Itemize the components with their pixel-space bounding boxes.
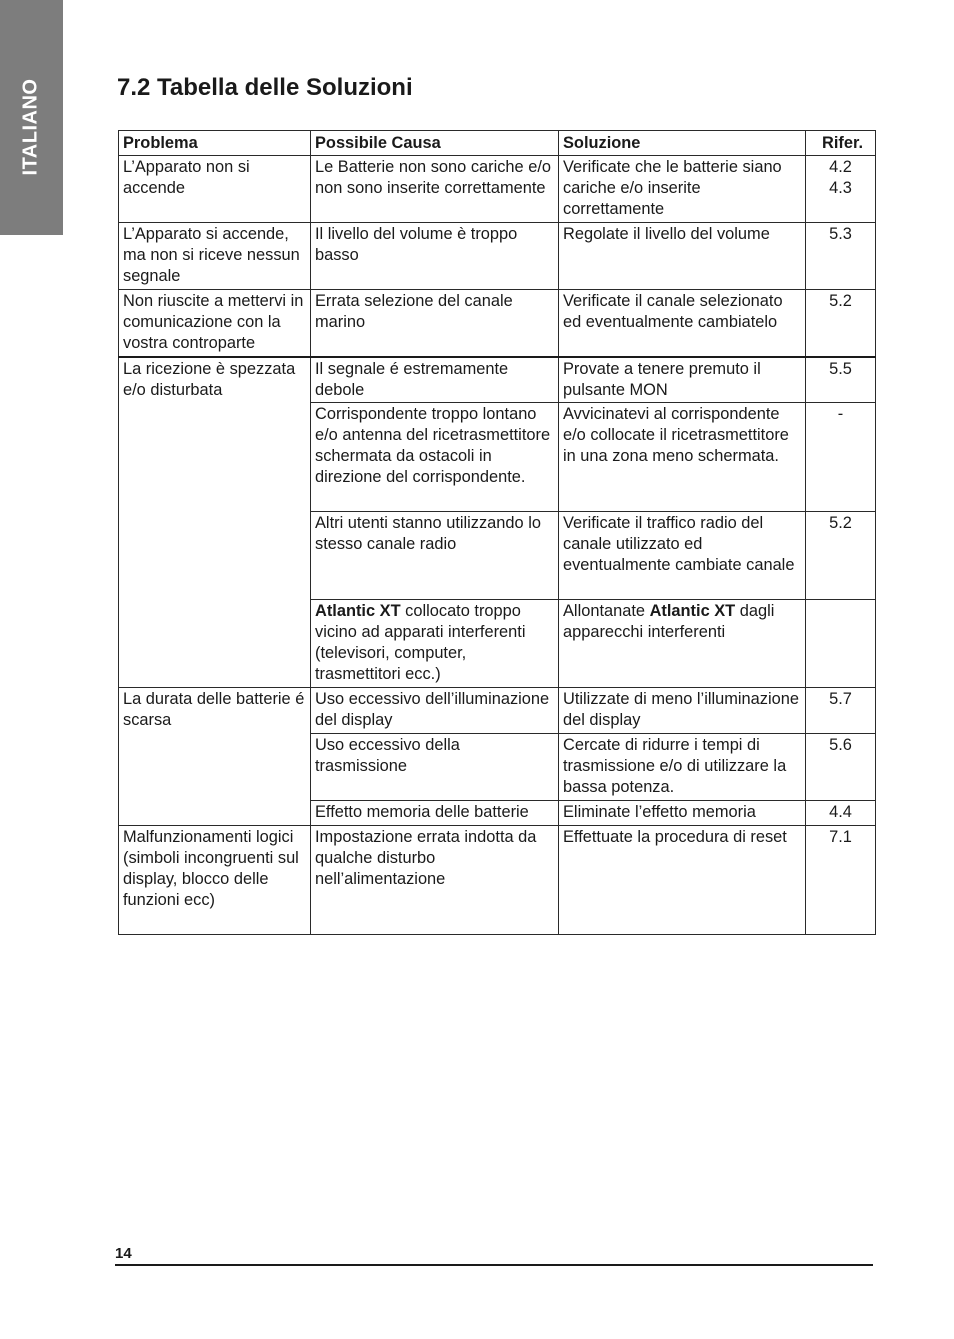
- reference-cell: 5.2: [806, 290, 876, 357]
- product-name: Atlantic XT: [649, 602, 736, 620]
- solution-cell: [559, 600, 806, 688]
- solution-cell: Provate a tenere premuto il pulsante MON: [559, 357, 806, 403]
- header-solution: Soluzione: [559, 131, 806, 156]
- cause-cell: Altri utenti stanno utilizzando lo stesso canale radio: [311, 512, 559, 600]
- language-label: ITALIANO: [19, 78, 42, 176]
- table-row: [119, 156, 876, 223]
- cause-cell: Effetto memoria delle batterie: [311, 801, 559, 826]
- reference-cell: [806, 600, 876, 688]
- table-row: [119, 688, 876, 734]
- problem-cell: L’Apparato non si accende: [119, 156, 311, 223]
- cause-cell: Corrispondente troppo lontano e/o antenna del ricetrasmettitore schermata da ostacoli in direzione del corrispondente.: [311, 403, 559, 512]
- problem-cell: La durata delle batterie é scarsa: [119, 688, 311, 826]
- reference-value: 4.3: [829, 179, 852, 197]
- reference-cell: 5.6: [806, 734, 876, 801]
- page-number: 14: [115, 1245, 132, 1262]
- language-side-tab: [0, 0, 63, 235]
- solution-cell: Verificate il canale selezionato ed eventualmente cambiatelo: [559, 290, 806, 357]
- solution-cell: Regolate il livello del volume: [559, 223, 806, 290]
- reference-cell: [806, 156, 876, 223]
- solution-cell: Eliminate l’effetto memoria: [559, 801, 806, 826]
- cause-cell: Errata selezione del canale marino: [311, 290, 559, 357]
- solution-cell: Avvicinatevi al corrispondente e/o collocate il ricetrasmettitore in una zona meno schermata.: [559, 403, 806, 512]
- table-header-row: [119, 131, 876, 156]
- solution-text: Allontanate: [563, 602, 650, 620]
- problem-cell: Non riuscite a mettervi in comunicazione con la vostra controparte: [119, 290, 311, 357]
- reference-value: 4.2: [829, 158, 852, 176]
- reference-cell: -: [806, 403, 876, 512]
- header-problem: Problema: [119, 131, 311, 156]
- cause-cell: Le Batterie non sono cariche e/o non sono inserite correttamente: [311, 156, 559, 223]
- cause-cell: Uso eccessivo della trasmissione: [311, 734, 559, 801]
- problem-cell: L’Apparato si accende, ma non si riceve nessun segnale: [119, 223, 311, 290]
- reference-cell: 5.3: [806, 223, 876, 290]
- header-reference: Rifer.: [806, 131, 876, 156]
- section-title: 7.2 Tabella delle Soluzioni: [117, 74, 413, 101]
- footer-divider: [115, 1264, 873, 1266]
- cause-cell: Uso eccessivo dell’illuminazione del display: [311, 688, 559, 734]
- cause-text: collocato troppo vicino ad apparati interferenti (televisori, computer, trasmettitori ecc.): [315, 602, 526, 683]
- reference-cell: 7.1: [806, 826, 876, 935]
- reference-cell: 5.2: [806, 512, 876, 600]
- cause-cell: Il segnale é estremamente debole: [311, 357, 559, 403]
- table-row: [119, 357, 876, 403]
- problem-cell: Malfunzionamenti logici (simboli incongruenti sul display, blocco delle funzioni ecc): [119, 826, 311, 935]
- solution-cell: Verificate che le batterie siano cariche e/o inserite correttamente: [559, 156, 806, 223]
- table-row: [119, 826, 876, 935]
- solution-text: dagli apparecchi interferenti: [563, 602, 775, 641]
- solutions-table: [118, 130, 876, 935]
- cause-cell: Impostazione errata indotta da qualche disturbo nell’alimentazione: [311, 826, 559, 935]
- reference-cell: 5.5: [806, 357, 876, 403]
- product-name: Atlantic XT: [315, 602, 401, 620]
- table-row: [119, 290, 876, 357]
- solution-cell: Cercate di ridurre i tempi di trasmissione e/o di utilizzare la bassa potenza.: [559, 734, 806, 801]
- cause-cell: [311, 600, 559, 688]
- reference-cell: 4.4: [806, 801, 876, 826]
- solution-cell: Utilizzate di meno l’illuminazione del display: [559, 688, 806, 734]
- reference-cell: 5.7: [806, 688, 876, 734]
- cause-cell: Il livello del volume è troppo basso: [311, 223, 559, 290]
- table-row: [119, 223, 876, 290]
- header-cause: Possibile Causa: [311, 131, 559, 156]
- problem-cell: La ricezione è spezzata e/o disturbata: [119, 357, 311, 688]
- solution-cell: Verificate il traffico radio del canale utilizzato ed eventualmente cambiate canale: [559, 512, 806, 600]
- solution-cell: Effettuate la procedura di reset: [559, 826, 806, 935]
